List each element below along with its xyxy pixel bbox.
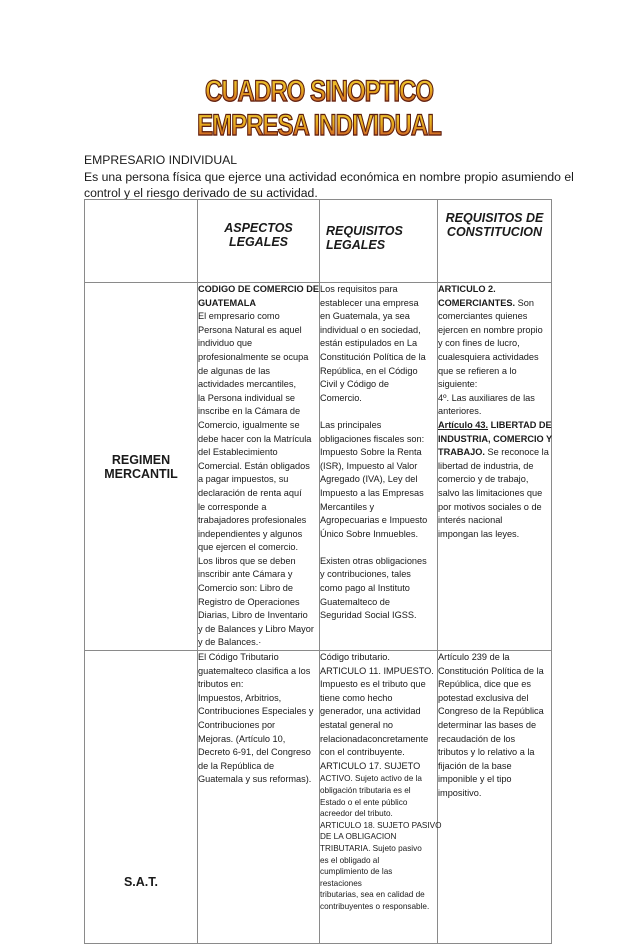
regimen-requisitos-line: individual o en sociedad, [320,324,421,335]
regimen-requisitos-line: Existen otras obligaciones [320,555,427,566]
regimen-aspectos-line: del Establecimiento [198,447,278,458]
header-aspectos-legales: ASPECTOS LEGALES [198,200,320,283]
regimen-requisitos-line: Civil y Código de [320,379,389,390]
sat-requisitos-cell [320,651,442,944]
sat-constitucion-line: determinar las bases de [438,720,537,730]
sat-aspectos-line: Contribuciones Especiales y [198,706,314,717]
regimen-aspectos-line: GUATEMALA [198,297,257,308]
regimen-requisitos-line: Agropecuarias e Impuesto [320,515,428,526]
regimen-requisitos-line: como pago al Instituto [320,583,410,594]
sat-requisitos-small-line: contribuyentes o responsable. [320,901,430,911]
sat-aspectos-line: Decreto 6-91, del Congreso [198,747,311,758]
regimen-aspectos-line: profesionalmente se ocupa [198,351,309,362]
regimen-aspectos-line: Comercio son: Libro de [198,583,293,594]
regimen-aspectos-line: inscribe en la Cámara de [198,406,301,417]
regimen-aspectos-line: de algunas de las [198,365,271,376]
regimen-constitucion-line: por motivos sociales o de [438,501,542,512]
sat-requisitos-small-line: acreedor del tributo. [320,809,393,819]
regimen-constitucion-line: ejercen en nombre propio [438,324,543,335]
regimen-constitucion-line: interés nacional [438,515,503,526]
row-regimen-mercantil [85,283,552,651]
regimen-aspectos-line: Los libros que se deben [198,555,296,566]
regimen-requisitos-line: Seguridad Social IGSS. [320,610,417,621]
regimen-constitucion-cell [438,283,552,651]
sat-aspectos-line: Guatemala y sus reformas). [198,774,312,785]
sat-requisitos-line: relacionadaconcretamente [320,733,429,744]
sat-aspectos-line: Mejoras. (Artículo 10, [198,733,286,744]
articulo-2-line: COMERCIANTES. Son [438,297,534,308]
sat-requisitos-line: ARTICULO 17. SUJETO [320,760,421,771]
regimen-aspectos-line: y de Balances y Libro Mayor [198,623,314,634]
regimen-requisitos-line: Las principales [320,419,382,430]
header-requisitos-legales: REQUISITOS LEGALES [320,200,438,283]
sat-aspectos-line: tributos en: [198,679,244,690]
sat-requisitos-small-line: ACTIVO. Sujeto activo de la [320,774,422,784]
sat-requisitos-small-line: TRIBUTARIA. Sujeto pasivo [320,843,422,853]
regimen-aspectos-line: actividades mercantiles, [198,379,297,390]
regimen-aspectos-line: y de Balances.· [198,637,262,648]
regimen-aspectos-line: debe hacer con la Matrícula [198,433,312,444]
regimen-constitucion-line: comercio y de trabajo, [438,474,529,485]
articulo-43-line3: TRABAJO. Se reconoce la [438,447,549,458]
regimen-aspectos-line: que ejercen el comercio. [198,542,299,553]
synoptic-table [84,199,552,944]
sat-requisitos-line: con el contribuyente. [320,747,405,758]
regimen-aspectos-line: inscribir ante Cámara y [198,569,293,580]
regimen-constitucion-line: 4º. Las auxiliares de las [438,392,535,403]
sat-requisitos-small-line: restaciones [320,878,362,888]
regimen-aspectos-line: trabajadores profesionales [198,515,307,526]
sat-requisitos-line: generador, una actividad [320,706,421,717]
sat-requisitos-small-line: Estado o el ente público [320,797,408,807]
sat-constitucion-line: fijación de la base [438,760,512,771]
regimen-requisitos-line: y contribuciones, tales [320,569,411,580]
regimen-constitucion-line: siguiente: [438,379,478,390]
regimen-aspectos-line: El empresario como [198,311,280,322]
sat-aspectos-cell [198,651,320,944]
regimen-aspectos-line: Diarias, Libro de Inventario [198,610,308,621]
articulo-43-line2: INDUSTRIA, COMERCIO Y [438,433,553,444]
regimen-aspectos-line: independientes y algunos [198,528,303,539]
regimen-requisitos-line [320,405,437,419]
regimen-requisitos-line: Guatemalteco de [320,596,390,607]
sat-aspectos-line: Impuestos, Arbitrios, [198,692,282,703]
regimen-requisitos-line: Agregado (IVA), Ley del [320,474,418,485]
regimen-requisitos-line: están estipulados en La [320,338,418,349]
sat-requisitos-line: Impuesto es el tributo que [320,679,426,690]
regimen-aspectos-line: individuo que [198,338,253,349]
regimen-requisitos-line: República, en el Código [320,365,418,376]
regimen-requisitos-line: obligaciones fiscales son: [320,433,425,444]
regimen-constitucion-line: impongan las leyes. [438,528,520,539]
sat-constitucion-line: potestad exclusiva del [438,692,529,703]
regimen-requisitos-line: Único Sobre Inmuebles. [320,528,419,539]
regimen-requisitos-line: Impuesto a las Empresas [320,487,424,498]
document-title-line2: EMPRESA INDIVIDUAL [197,108,441,143]
sat-aspectos-line: guatemalteco clasifica a los [198,665,311,676]
regimen-aspectos-cell [198,283,320,651]
regimen-constitucion-line: libertad de industria, de [438,460,534,471]
sat-requisitos-small-line: obligación tributaria es el [320,785,411,795]
sat-constitucion-line: tributos y lo relativo a la [438,747,535,758]
articulo-2-title: ARTICULO 2. [438,284,496,294]
regimen-aspectos-line: Registro de Operaciones [198,596,300,607]
regimen-constitucion-line: salvo las limitaciones que [438,487,543,498]
sat-constitucion-line: República, dice que es [438,679,531,690]
regimen-constitucion-line: cualesquiera actividades [438,351,539,362]
regimen-requisitos-line: (ISR), Impuesto al Valor [320,460,418,471]
row-label-sat: S.A.T. [85,651,198,944]
regimen-requisitos-line: Constitución Política de la [320,351,426,362]
sat-requisitos-small-line: DE LA OBLIGACION [320,832,397,842]
sat-constitucion-line: Constitución Política de la [438,665,544,676]
sat-constitucion-cell [438,651,552,944]
sat-requisitos-line: estatal general no [320,720,394,730]
sat-aspectos-line: El Código Tributario [198,652,279,663]
sat-requisitos-line: tiene como hecho [320,692,393,703]
regimen-constitucion-line: que se refieren a lo [438,365,517,376]
articulo-43-line1: Artículo 43. LIBERTAD DE [438,419,552,430]
regimen-aspectos-line: Comercio, igualmente se [198,419,300,430]
regimen-aspectos-line: a pagar impuestos, su [198,474,289,485]
regimen-constitucion-line: y con fines de lucro, [438,338,520,349]
header-empty-cell [85,200,198,283]
sat-requisitos-small-line: tributarias, sea en calidad de [320,890,425,900]
intro-definition-line2: control y el riesgo derivado de su actividad. [84,186,318,200]
document-title-line1: CUADRO SINOPTICO [204,74,433,109]
row-label-regimen-mercantil: REGIMEN MERCANTIL [85,283,198,651]
regimen-requisitos-line: establecer una empresa [320,297,419,308]
sat-aspectos-line: de la República de [198,760,275,771]
sat-constitucion-line: Artículo 239 de la [438,652,510,663]
sat-constitucion-line: imponible y el tipo [438,774,512,785]
regimen-constitucion-line: comerciantes quienes [438,311,528,322]
regimen-aspectos-line: CODIGO DE COMERCIO DE [198,284,319,294]
regimen-aspectos-line: le corresponde a [198,501,267,512]
sat-requisitos-small-line: cumplimiento de las [320,867,393,877]
sat-aspectos-line: Contribuciones por [198,720,276,730]
header-row [85,200,552,283]
regimen-requisitos-line: Mercantiles y [320,501,375,512]
sat-requisitos-line: ARTICULO 11. IMPUESTO. [320,665,434,676]
regimen-requisitos-line: Impuesto Sobre la Renta [320,447,422,458]
intro-heading: EMPRESARIO INDIVIDUAL [84,153,238,167]
regimen-aspectos-line: Comercial. Están obligados [198,460,310,471]
regimen-requisitos-line: Los requisitos para [320,284,398,294]
regimen-constitucion-line: anteriores. [438,406,482,417]
regimen-requisitos-line: Comercio. [320,392,362,403]
sat-requisitos-line: Código tributario. [320,652,390,663]
intro-section [84,152,574,202]
regimen-requisitos-line: en Guatemala, ya sea [320,311,410,322]
regimen-requisitos-cell [320,283,438,651]
regimen-aspectos-line: declaración de renta aquí [198,487,302,498]
sat-constitucion-line: impositivo. [438,787,482,798]
header-requisitos-constitucion: REQUISITOS DE CONSTITUCION [438,200,552,283]
regimen-aspectos-line: Persona Natural es aquel [198,324,302,335]
sat-constitucion-line: Congreso de la República [438,706,544,717]
sat-requisitos-small-line: ARTICULO 18. SUJETO PASIVO [320,820,442,830]
sat-requisitos-small-line: es el obligado al [320,855,380,865]
regimen-requisitos-line [320,541,437,555]
row-sat [85,651,552,944]
sat-constitucion-line: recaudación de los [438,733,516,744]
intro-definition-line1: Es una persona física que ejerce una actividad económica en nombre propio asumiendo el [84,169,574,184]
regimen-aspectos-line: la Persona individual se [198,392,296,403]
